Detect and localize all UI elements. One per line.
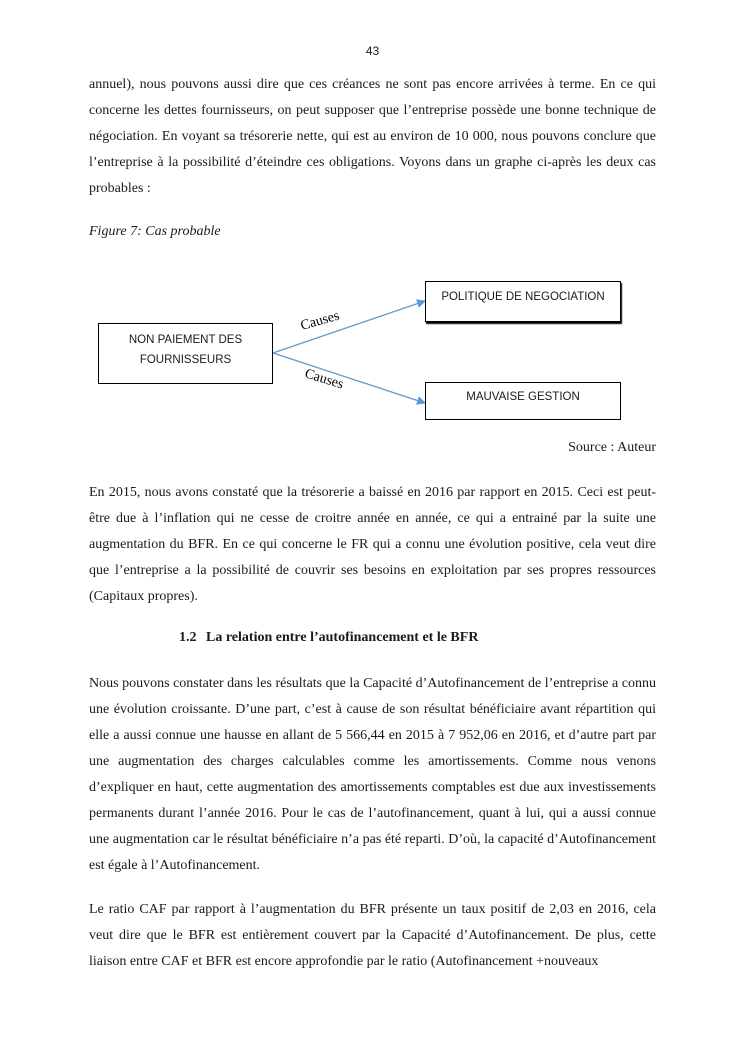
paragraph-intro: annuel), nous pouvons aussi dire que ces créances ne sont pas encore arrivées à terme. En ce qui concerne les dettes fournisseurs, on peut supposer que l’entreprise possède une bonne technique de négociation. En voyant sa trésorerie nette, qui est au environ de 10 000, nous pouvons conclure que l’entreprise à la possibilité d’éteindre ces obligations. Voyons dans un graphe ci-après les deux cas probables : <box>89 77 656 196</box>
paragraph-ratio: Le ratio CAF par rapport à l’augmentation du BFR présente un taux positif de 2,03 en 2016, cela veut dire que le BFR est entièrement couvert par la Capacité d’Autofinancement. De plus, cette liaison entre CAF et BFR est encore approfondie par le ratio (Autofinancement +nouveaux <box>89 902 656 969</box>
section-heading <box>179 630 478 646</box>
section-title: La relation entre l’autofinancement et le BFR <box>206 630 479 645</box>
box-non-paiement <box>98 323 273 384</box>
figure-caption: Figure 7: Cas probable <box>89 224 221 239</box>
arrow-to-top <box>273 301 425 353</box>
arrows-svg <box>0 0 745 460</box>
box-non-paiement-line2: FOURNISSEURS <box>139 354 232 366</box>
arrow-label-bottom: Causes <box>302 366 346 393</box>
paragraph-tresorerie: En 2015, nous avons constaté que la trésorerie a baissé en 2016 par rapport en 2015. Ceci est peut-être due à l’inflation qui ne cesse de croitre année en année, ce qui a entrainé par la suite une augmentation du BFR. En ce qui concerne le FR qui a connu une évolution positive, cela veut dire que l’entreprise a la possibilité de couvrir ses besoins en exploitation par ses propres ressources (Capitaux propres). <box>89 485 656 604</box>
section-number: 1.2 <box>179 630 197 645</box>
arrow-to-bottom <box>273 353 425 403</box>
paragraph-caf: Nous pouvons constater dans les résultats que la Capacité d’Autofinancement de l’entreprise a connu une évolution croissante. D’une part, c’est à cause de son résultat bénéficiaire avant répartition qui elle a aussi connue une hausse en allant de 5 566,44 en 2015 à 7 952,06 en 2016, et d’autre part par une augmentation des charges calculables comme les amortissements. Comme nous venons d’expliquer en haut, cette augmentation des amortissements comptables est due aux investissements permanents durant l’année 2016. Pour le cas de l’autofinancement, quant à lui, qui a aussi connue une augmentation car le résultat bénéficiaire n’a pas été reparti. D’où, la capacité d’Autofinancement est égale à l’Autofinancement. <box>89 676 656 873</box>
box-mauvaise-gestion <box>425 382 621 420</box>
arrow-label-top: Causes <box>298 308 342 334</box>
figure-source: Source : Auteur <box>568 440 656 455</box>
box-politique-label: POLITIQUE DE NEGOCIATION <box>441 291 605 303</box>
box-politique-negociation <box>425 281 621 322</box>
box-mauvaise-label: MAUVAISE GESTION <box>466 391 580 403</box>
box-non-paiement-line1: NON PAIEMENT DES <box>128 334 243 346</box>
page-number: 43 <box>365 44 380 58</box>
